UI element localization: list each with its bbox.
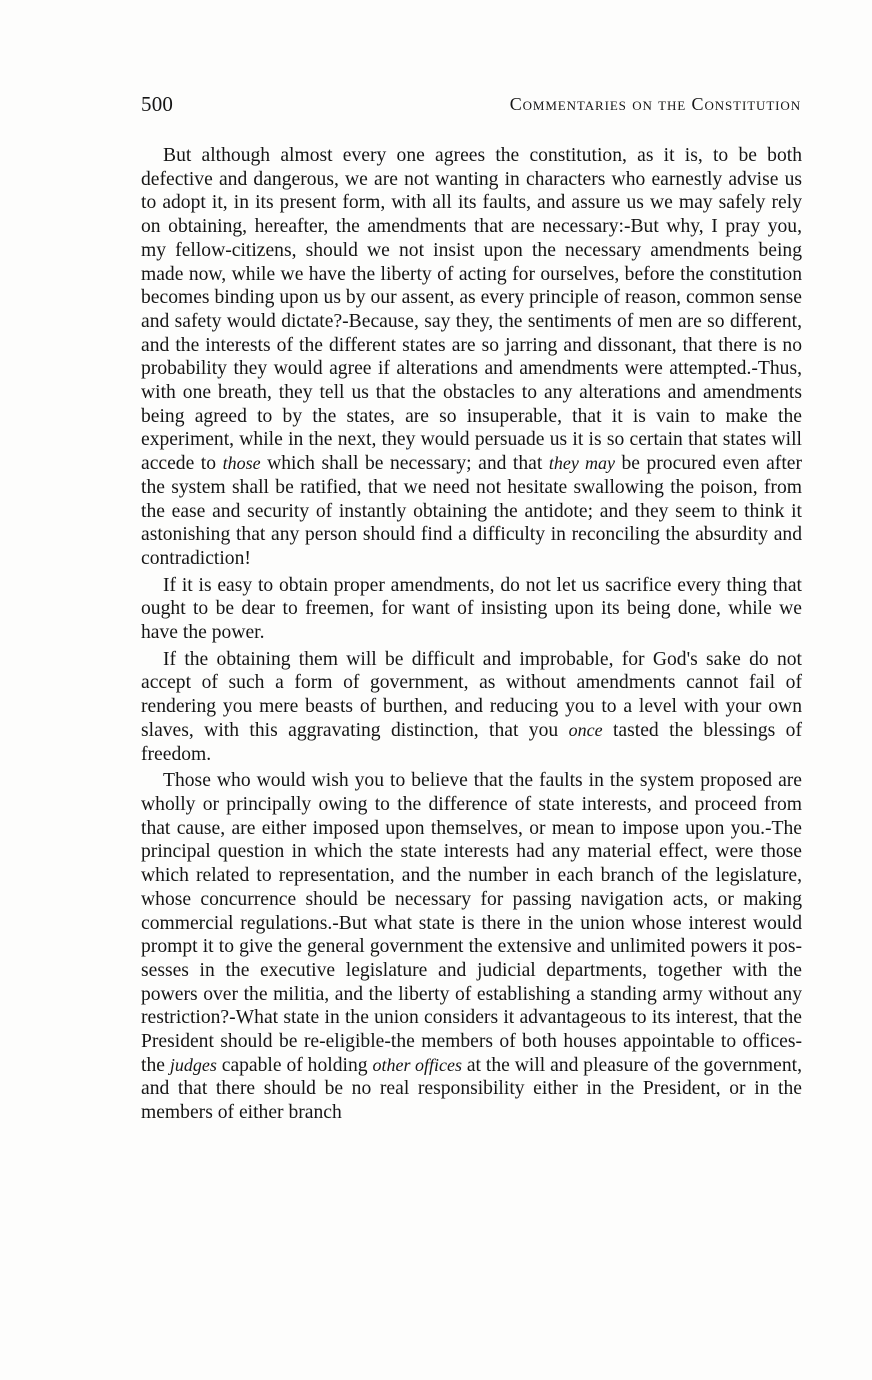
italic-text-run: once	[568, 719, 603, 740]
text-run: capable of holding	[216, 1054, 373, 1076]
text-run: But although almost every one agrees the constitution, as it is, to be both defective and dangerous, we are not wanting in characters who earnestly advise us to adopt it, in its present form, with all its faults, and assure us we may safely rely on obtaining, hereafter, the amendments that are necessary:-But why, I pray you, my fellow-citizens, should we not insist upon the necessary amendments being made now, while we have the liberty of acting for ourselves, before the constitution becomes binding upon us by our assent, as every principle of reason, common sense and safety would dictate?-Because, say they, the sentiments of men are so different, and the interests of the different states are so jarring and dissonant, that there is no probability they would agree if alterations and amendments were attempted.-Thus, with one breath, they tell us that the obstacles to any alterations and amendments being agreed to by the states, are so insuperable, that it is vain to make the experiment, while in the next, they would persuade us it is so certain that states will accede to	[141, 145, 802, 475]
paragraph	[141, 144, 802, 571]
page-number: 500	[141, 92, 174, 116]
text-run: be procured even after the system shall be ratified, that we need not hesitate swallowing the poison, from the ease and security of instantly obtaining the antidote; and they seem to think it astonishing that any person should find a difficulty in reconciling the absurdity and contradiction!	[141, 453, 803, 569]
paragraph	[141, 769, 802, 1125]
text-run: at the will and pleasure of the government, and that there should be no real responsibility either in the President, or in the members of either branch	[141, 1054, 803, 1124]
body-text	[141, 144, 802, 1125]
italic-text-run: those	[222, 453, 261, 474]
italic-text-run: they may	[548, 453, 615, 474]
text-run: tasted the blessings of freedom.	[141, 719, 802, 765]
text-run: Those who would wish you to believe that the faults in the system proposed are wholly or principally owing to the difference of state interests, and proceed from that cause, are either imposed upon themselves, or mean to impose upon you.-The principal question in which the state interests had any material effect, were those which related to representation, and the number in each branch of the legislature, whose concurrence should be necessary for passing navigation acts, or making commercial regulations.-But what state is there in the union whose interest would prompt it to give the general government the extensive and unlimited powers it possesses in the executive legislature and judicial departments, together with the powers over the militia, and the liberty of establishing a standing army without any restriction?-What state in the union considers it advantageous to its interest, that the President should be re-eligible-the members of both houses appointable to offices-the	[141, 770, 802, 1076]
text-run: If the obtaining them will be difficult and improbable, for God's sake do not accept of such a form of government, as without amendments cannot fail of rendering you mere beasts of burthen, and reducing you to a level with your own slaves, with this aggravating distinction, that you	[141, 648, 802, 741]
paragraph	[141, 648, 802, 767]
running-title: Commentaries on the Constitution	[509, 94, 801, 114]
running-head	[141, 92, 801, 122]
italic-text-run: other offices	[372, 1054, 462, 1075]
text-run: If it is easy to obtain proper amendments, do not let us sacrifice every thing that ought to be dear to freemen, for want of insisting upon its being done, while we have the power.	[141, 574, 802, 644]
paragraph	[141, 574, 802, 645]
text-run: which shall be necessary; and that	[260, 453, 549, 475]
italic-text-run: judges	[169, 1054, 217, 1075]
